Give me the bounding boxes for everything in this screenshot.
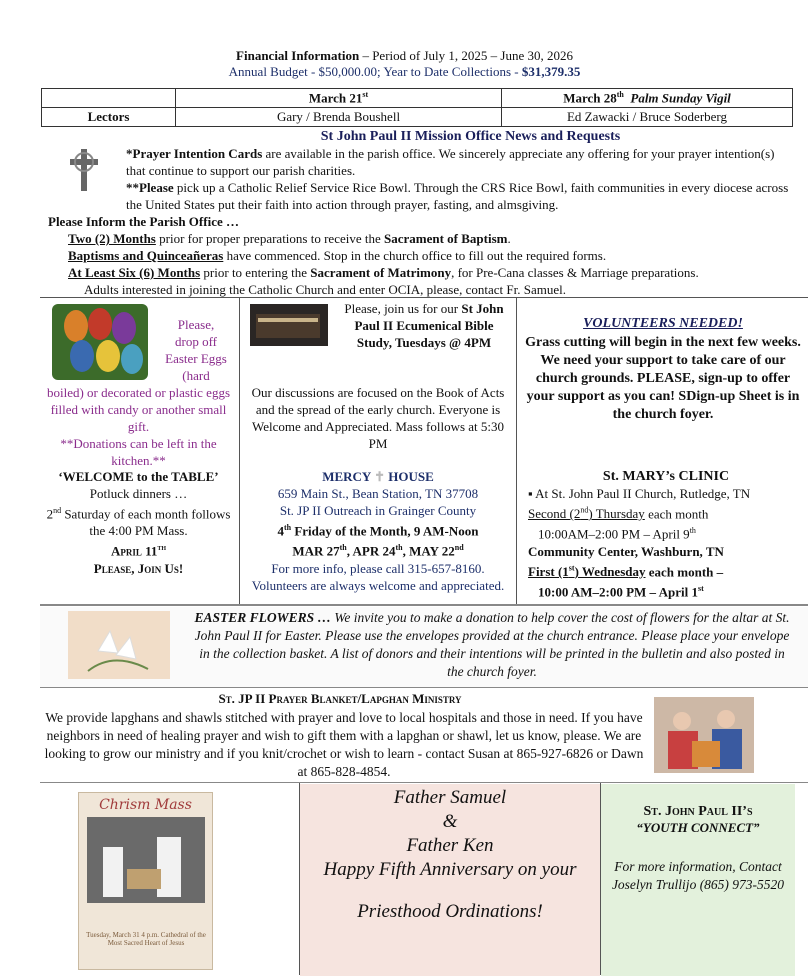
rice-bowl-text: **Please pick up a Catholic Relief Service Rice Bowl. Through the CRS Rice Bowl, faith communities in every diocese across the United States put their faith into action through prayer, fasting, and almsgiving. xyxy=(126,180,789,212)
chrism-poster xyxy=(78,792,213,970)
easter-flowers-section xyxy=(40,607,808,687)
bible-study-section xyxy=(240,298,516,604)
financial-info xyxy=(0,48,809,80)
chrism-section xyxy=(40,784,299,976)
matrimony-text: At Least Six (6) Months prior to entering the Sacrament of Matrimony, for Pre-Cana classes & Marriage preparations. xyxy=(68,265,699,280)
chrism-caption: Tuesday, March 31 4 p.m. Cathedral of the Most Sacred Heart of Jesus xyxy=(86,931,206,947)
mercy-outreach: St. JP II Outreach in Grainger County xyxy=(279,503,477,518)
clinic-time2: 10:00 AM–2:00 PM – April 1st xyxy=(538,583,704,600)
lectors-names2: Ed Zawacki / Bruce Soderberg xyxy=(502,108,793,127)
saturday-text: 2nd Saturday of each month follows the 4:00 PM Mass. xyxy=(46,506,231,539)
easter-eggs-image xyxy=(52,304,148,380)
clinic xyxy=(528,468,804,600)
date2-cell: March 28th Palm Sunday Vigil xyxy=(502,89,793,108)
financial-title: Financial Information xyxy=(236,48,360,63)
flowers-title: EASTER FLOWERS … xyxy=(194,610,332,625)
office-heading: St John Paul II Mission Office News and Requests xyxy=(320,129,621,144)
clinic-time1: 10:00AM–2:00 PM – April 9th xyxy=(538,526,696,542)
lectors-names1: Gary / Brenda Boushell xyxy=(176,108,502,127)
join-us-text: Please, Join Us! xyxy=(93,560,184,576)
chrism-title: Chrism Mass xyxy=(99,797,192,813)
lectors-header-row xyxy=(42,89,793,108)
blanket-title: St. JP II Prayer Blanket/Lapghan Ministry xyxy=(218,691,462,706)
youth-info: For more information, Contact Joselyn Trullijo (865) 973-5520 xyxy=(611,859,785,892)
quinceanera-text: Baptisms and Quinceañeras have commenced. Stop in the church office to fill out the required forms. xyxy=(68,248,607,263)
mercy-address: 659 Main St., Bean Station, TN 37708 xyxy=(277,486,479,501)
mercy-house xyxy=(244,468,512,594)
volunteers-title: VOLUNTEERS NEEDED! xyxy=(583,316,743,331)
empty-cell xyxy=(42,89,176,108)
office-news xyxy=(48,128,793,298)
april-date: April 11th xyxy=(110,543,167,559)
lectors-table xyxy=(41,88,793,127)
youth-section xyxy=(601,784,795,976)
anniversary-l5: Priesthood Ordinations! xyxy=(357,901,543,922)
date1-cell: March 21st xyxy=(176,89,502,108)
mercy-info: For more info, please call 315-657-8160. xyxy=(271,560,485,576)
clinic-loc2: Community Center, Washburn, TN xyxy=(528,543,724,559)
blanket-section xyxy=(40,689,808,781)
clinic-loc1: ▪ At St. John Paul II Church, Rutledge, TN xyxy=(528,486,751,501)
budget-text: Annual Budget - $50,000.00; Year to Date Collections - xyxy=(228,64,522,79)
volunteers-section xyxy=(518,298,808,604)
anniversary-l2: & xyxy=(442,811,458,832)
clinic-when2: First (1st) Wednesday each month – xyxy=(528,563,724,579)
bible-study-title: Please, join us for our St John Paul II Ecumenical Bible Study, Tuesdays @ 4PM xyxy=(344,301,504,350)
potluck-text: Potluck dinners … xyxy=(89,486,188,501)
easter-flowers-text xyxy=(192,609,792,681)
mercy-volunteers: Volunteers are always welcome and appreciated. xyxy=(251,577,505,593)
collections-amount: $31,379.35 xyxy=(521,64,581,79)
eggs-text: boiled) or decorated or plastic eggs filled with candy or another small gift. **Donations can be left in the kitchen.** xyxy=(46,385,230,468)
welcome-title: ‘WELCOME to the TABLE’ xyxy=(58,469,219,484)
eggs-section xyxy=(40,300,237,602)
youth-title1: St. John Paul II’s xyxy=(643,804,753,819)
prayer-cards-text: *Prayer Intention Cards are available in the parish office. We sincerely appreciate any offering for your prayer intention(s) that continue to support our parish charities. xyxy=(126,146,775,178)
blanket-photo xyxy=(654,697,754,773)
lectors-names-row xyxy=(42,108,793,127)
anniversary-l3: Father Ken xyxy=(406,835,494,856)
chrism-photo xyxy=(87,817,205,903)
blanket-body: We provide lapghans and shawls stitched with prayer and love to local hospitals and those in need. If you have neighbors in need of healing prayer and wish to gift them with a lapghan or shawl, let us know, please. We are looking to grow our ministry and if you knit/crochet or wish to learn - contact Susan at 865-927-6826 or Dawn at 865-828-4854. xyxy=(44,710,644,779)
eggs-text-top: Please, drop off Easter Eggs (hard xyxy=(165,317,227,383)
mercy-title: MERCY ✝ HOUSE xyxy=(322,469,434,484)
mercy-when: 4th Friday of the Month, 9 AM-Noon xyxy=(277,523,479,539)
volunteers-body: Grass cutting will begin in the next few weeks. We need your support to take care of our church grounds. PLEASE, sign-up to offer your support as you can! SDign-up Sheet is in the church foyer. xyxy=(525,335,801,422)
bible-study-body: Our discussions are focused on the Book of Acts and the spread of the early church. Everyone is Welcome and Appreciated. Mass follows at 5:30 PM xyxy=(251,385,505,451)
clinic-title: St. MARY’s CLINIC xyxy=(602,469,730,484)
bible-image xyxy=(250,304,328,346)
inform-heading: Please Inform the Parish Office … xyxy=(48,214,239,229)
anniversary-section xyxy=(300,784,600,976)
anniversary-l1: Father Samuel xyxy=(393,787,507,808)
ocia-text: Adults interested in joining the Catholic Church and enter OCIA, please, contact Fr. Samuel. xyxy=(84,282,566,297)
baptism-text: Two (2) Months prior for proper preparations to receive the Sacrament of Baptism. xyxy=(68,231,511,246)
flowers-body: We invite you to make a donation to help cover the cost of flowers for the altar at St. John Paul II for Easter. Please use the envelopes provided at the church entrance. Please place your envelope in the collection basket. A list of donors and their intentions will be printed in the bulletin and also posted in the church foyer. xyxy=(194,610,790,679)
youth-title2: “YOUTH CONNECT” xyxy=(636,820,760,835)
lectors-label: Lectors xyxy=(42,108,176,127)
lily-image xyxy=(68,611,170,679)
financial-period: – Period of July 1, 2025 – June 30, 2026 xyxy=(359,48,573,63)
mercy-dates: MAR 27th, APR 24th, MAY 22nd xyxy=(292,543,464,559)
clinic-when1: Second (2nd) Thursday each month xyxy=(528,506,709,522)
cross-icon xyxy=(62,147,106,193)
welcome-table xyxy=(40,468,237,577)
anniversary-l4: Happy Fifth Anniversary on your xyxy=(323,859,577,880)
